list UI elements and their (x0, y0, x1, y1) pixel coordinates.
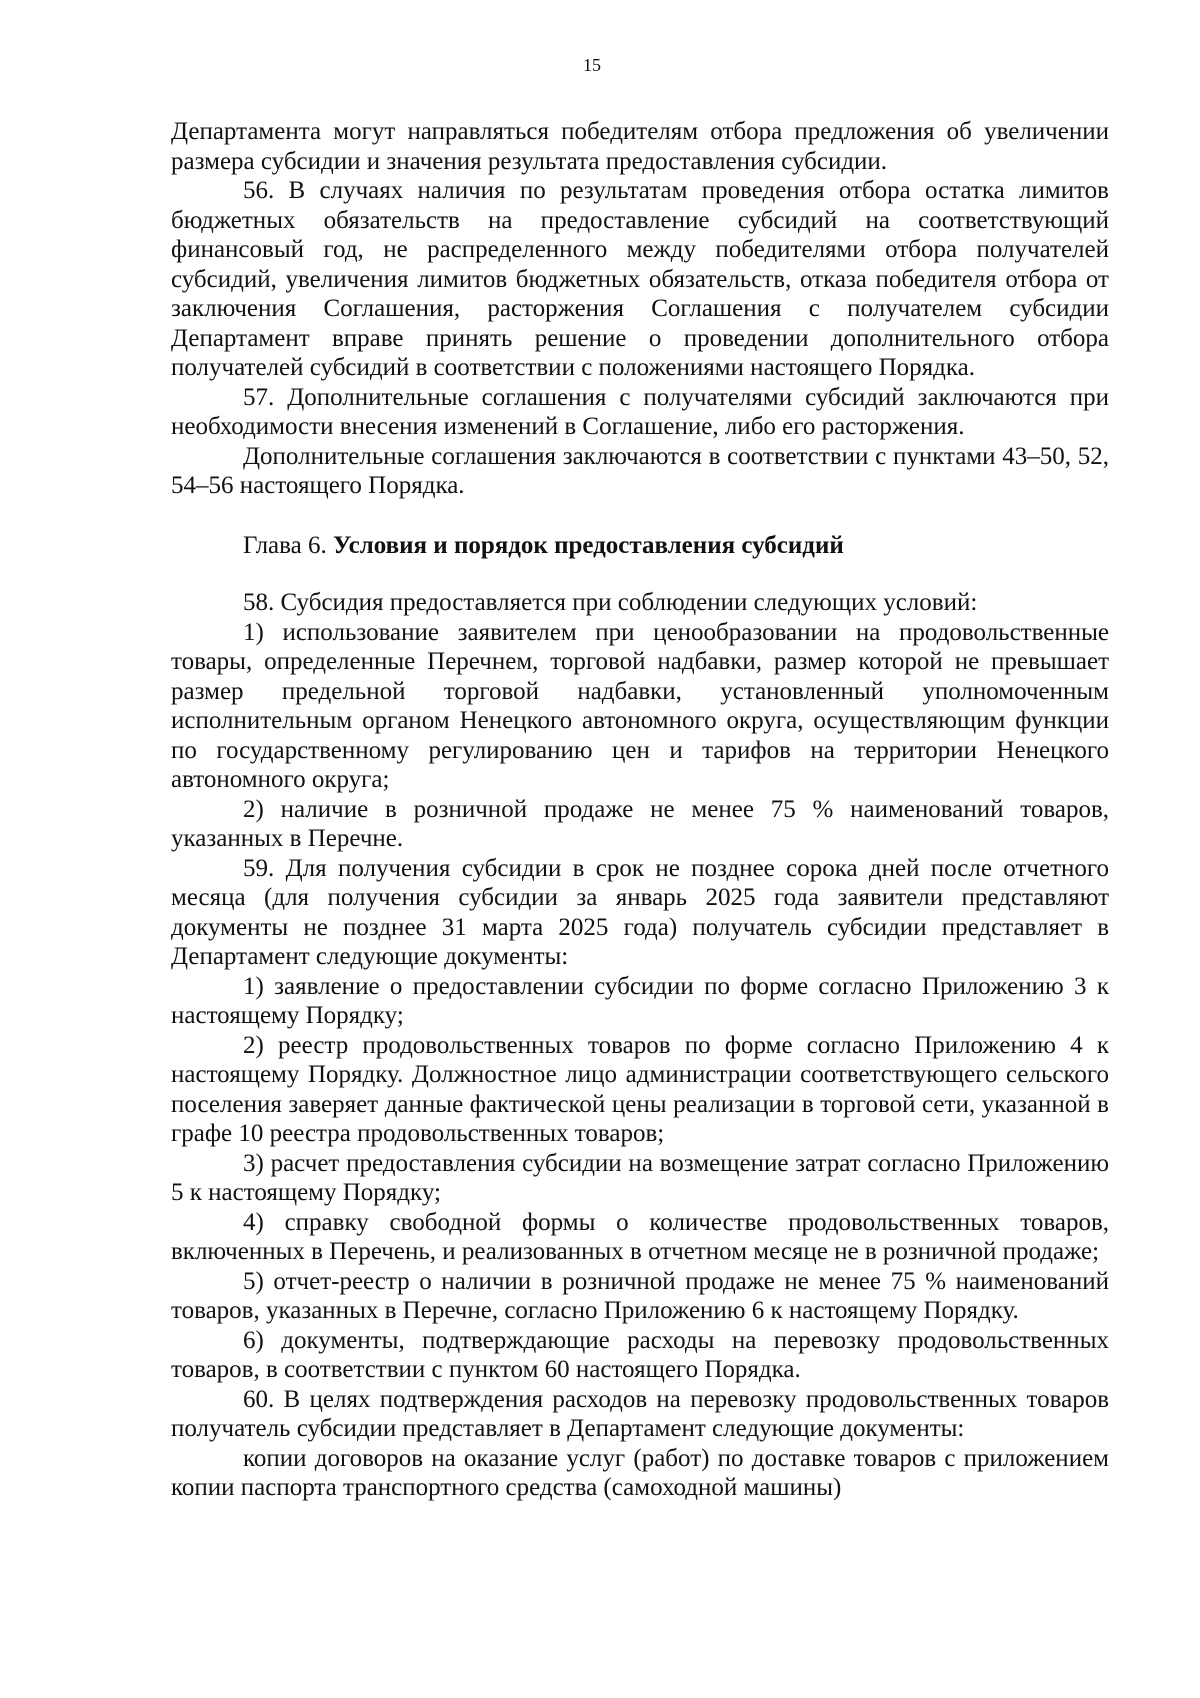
list-item: 1) использование заявителем при ценообразовании на продовольственные товары, определенные Перечнем, торговой надбавки, размер которой не превышает размер предельной торговой надбавки, установленный уполномоченным исполнительным органом Ненецкого автономного округа, осуществляющим функции по государственному регулированию цен и тарифов на территории Ненецкого автономного округа; (171, 618, 1109, 793)
paragraph: Департамента могут направляться победителям отбора предложения об увеличении размера субсидии и значения результата предоставления субсидии. (171, 118, 1109, 175)
chapter-title: Условия и порядок предоставления субсидий (332, 531, 844, 559)
paragraph: копии договоров на оказание услуг (работ) по доставке товаров с приложением копии паспорта транспортного средства (самоходной машины) (171, 1444, 1109, 1501)
paragraph-59: 59. Для получения субсидии в срок не позднее сорока дней после отчетного месяца (для получения субсидии за январь 2025 года заявители представляют документы не позднее 31 марта 2025 года) получатель субсидии представляет в Департамент следующие документы: (171, 854, 1109, 970)
list-item: 2) наличие в розничной продаже не менее 75 % наименований товаров, указанных в Перечне. (171, 795, 1109, 852)
list-item: 1) заявление о предоставлении субсидии по форме согласно Приложению 3 к настоящему Порядку; (171, 972, 1109, 1029)
paragraph-58: 58. Субсидия предоставляется при соблюдении следующих условий: (243, 589, 978, 616)
paragraph-57: 57. Дополнительные соглашения с получателями субсидий заключаются при необходимости внесения изменений в Соглашение, либо его расторжения. (171, 383, 1109, 440)
document-body (171, 117, 1109, 1503)
paragraph-60: 60. В целях подтверждения расходов на перевозку продовольственных товаров получатель субсидии представляет в Департамент следующие документы: (171, 1385, 1109, 1442)
paragraph: Дополнительные соглашения заключаются в соответствии с пунктами 43–50, 52, 54–56 настоящего Порядка. (171, 442, 1109, 499)
list-item: 3) расчет предоставления субсидии на возмещение затрат согласно Приложению 5 к настоящему Порядку; (171, 1149, 1109, 1206)
list-item: 5) отчет-реестр о наличии в розничной продаже не менее 75 % наименований товаров, указанных в Перечне, согласно Приложению 6 к настоящему Порядку. (171, 1267, 1109, 1324)
list-item: 2) реестр продовольственных товаров по форме согласно Приложению 4 к настоящему Порядку. Должностное лицо администрации соответствующего сельского поселения заверяет данные фактической цены реализации в торговой сети, указанной в графе 10 реестра продовольственных товаров; (171, 1031, 1109, 1147)
paragraph-56: 56. В случаях наличия по результатам проведения отбора остатка лимитов бюджетных обязательств на предоставление субсидий на соответствующий финансовый год, не распределенного между победителями отбора получателей субсидий, увеличения лимитов бюджетных обязательств, отказа победителя отбора от заключения Соглашения, расторжения Соглашения с получателем субсидии Департамент вправе принять решение о проведении дополнительного отбора получателей субсидий в соответствии с положениями настоящего Порядка. (171, 177, 1109, 381)
chapter-prefix: Глава 6. (243, 531, 333, 559)
chapter-heading (171, 531, 1109, 561)
list-item: 4) справку свободной формы о количестве продовольственных товаров, включенных в Перечень, и реализованных в отчетном месяце не в розничной продаже; (171, 1208, 1109, 1265)
list-item: 6) документы, подтверждающие расходы на перевозку продовольственных товаров, в соответствии с пунктом 60 настоящего Порядка. (171, 1326, 1109, 1383)
page-number: 15 (583, 55, 601, 75)
